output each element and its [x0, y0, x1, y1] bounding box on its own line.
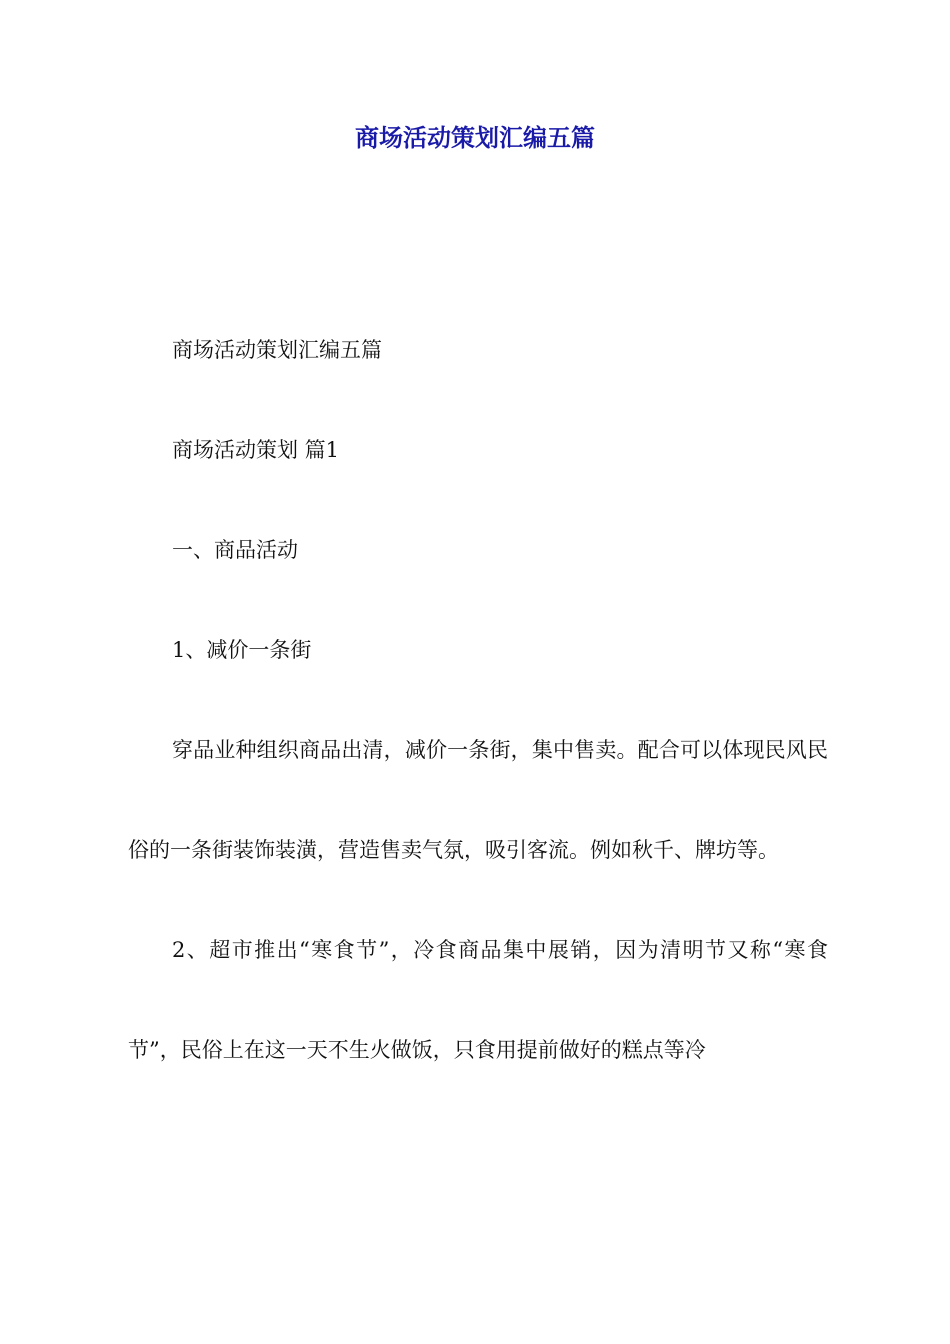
paragraph-section-title: 商场活动策划 篇1 [172, 438, 340, 462]
paragraph-body: 2、超市推出“寒食节”，冷食商品集中展销，因为清明节又称“寒食节”，民俗上在这一天不生火做饭，只食用提前做好的糕点等冷 [128, 938, 828, 1062]
document-title: 商场活动策划汇编五篇 [355, 124, 595, 152]
paragraph-body: 穿品业种组织商品出清，减价一条街，集中售卖。配合可以体现民风民俗的一条街装饰装潢，营造售卖气氛，吸引客流。例如秋千、牌坊等。 [128, 738, 828, 862]
paragraph-subheading: 一、商品活动 [172, 538, 298, 562]
paragraph-heading: 商场活动策划汇编五篇 [172, 338, 382, 362]
document-body [128, 300, 828, 1100]
paragraph-item-title: 1、减价一条街 [172, 638, 312, 662]
